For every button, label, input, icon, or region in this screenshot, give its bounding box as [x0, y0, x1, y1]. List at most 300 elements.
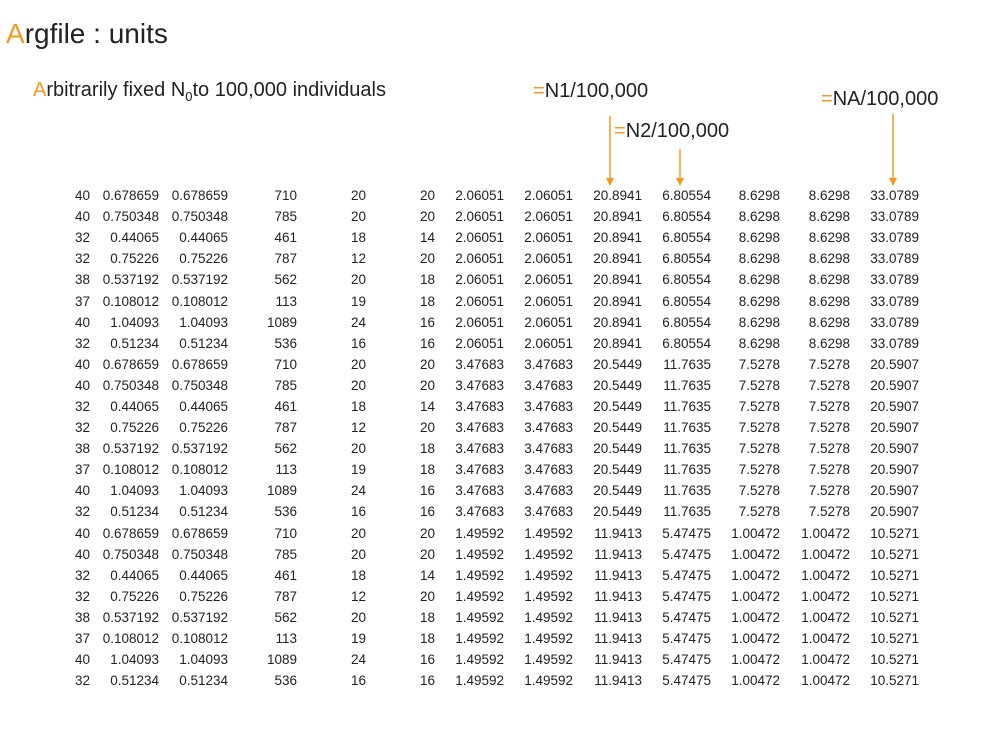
table-row	[40, 480, 919, 501]
table-cell: 20	[419, 420, 435, 436]
table-cell: 1.49592	[524, 588, 573, 604]
table-cell: 38	[74, 441, 90, 457]
table-cell: 0.51234	[110, 673, 159, 689]
table-row	[40, 628, 919, 649]
table-row	[40, 438, 919, 459]
table-cell: 8.6298	[738, 272, 780, 288]
table-cell: 40	[74, 652, 90, 668]
table-cell: 7.5278	[808, 504, 850, 520]
subtitle-text-after: to 100,000 individuals	[192, 79, 386, 101]
table-cell: 40	[74, 356, 90, 372]
table-cell: 2.06051	[524, 251, 573, 267]
table-cell: 5.47475	[662, 525, 711, 541]
table-cell: 16	[350, 673, 366, 689]
table-cell: 113	[275, 462, 297, 478]
table-cell: 0.75226	[110, 420, 159, 436]
table-cell: 20.8941	[593, 209, 642, 225]
table-cell: 20	[419, 356, 435, 372]
table-cell: 1089	[266, 314, 297, 330]
table-cell: 38	[74, 609, 90, 625]
subtitle-subscript: 0	[185, 89, 193, 104]
table-cell: 8.6298	[738, 293, 780, 309]
table-cell: 20.8941	[593, 293, 642, 309]
table-row	[40, 544, 919, 565]
table-cell: 1.04093	[110, 314, 159, 330]
table-cell: 20.5907	[870, 441, 919, 457]
table-cell: 5.47475	[662, 609, 711, 625]
subtitle-text-before: rbitrarily fixed N	[46, 79, 186, 101]
table-cell: 0.678659	[102, 525, 159, 541]
table-cell: 1.00472	[731, 588, 780, 604]
table-cell: 16	[419, 652, 435, 668]
table-cell: 1.00472	[731, 567, 780, 583]
table-row	[40, 206, 919, 227]
table-cell: 1.00472	[731, 631, 780, 647]
table-cell: 18	[419, 272, 435, 288]
table-cell: 5.47475	[662, 631, 711, 647]
annotation-n1-equals: =	[533, 80, 545, 102]
table-cell: 710	[274, 188, 297, 204]
table-cell: 40	[74, 377, 90, 393]
table-cell: 461	[274, 398, 297, 414]
table-cell: 8.6298	[808, 293, 850, 309]
table-body	[40, 185, 919, 691]
table-cell: 14	[419, 398, 435, 414]
table-cell: 40	[74, 546, 90, 562]
table-cell: 7.5278	[738, 441, 780, 457]
table-cell: 1.49592	[455, 546, 504, 562]
table-cell: 461	[274, 230, 297, 246]
table-cell: 20	[419, 377, 435, 393]
table-cell: 2.06051	[455, 293, 504, 309]
table-cell: 3.47683	[524, 377, 573, 393]
title-accent-letter: A	[6, 18, 25, 49]
table-cell: 710	[274, 525, 297, 541]
table-cell: 10.5271	[870, 567, 919, 583]
table-cell: 32	[74, 251, 90, 267]
table-cell: 0.678659	[102, 188, 159, 204]
annotation-n2-equals: =	[614, 120, 626, 142]
table-cell: 2.06051	[524, 230, 573, 246]
table-cell: 11.9413	[594, 673, 642, 689]
table-cell: 6.80554	[662, 251, 711, 267]
table-cell: 0.44065	[110, 398, 159, 414]
table-cell: 0.75226	[179, 251, 228, 267]
table-cell: 710	[274, 356, 297, 372]
table-cell: 7.5278	[738, 377, 780, 393]
table-cell: 24	[350, 483, 366, 499]
table-cell: 20.8941	[593, 230, 642, 246]
table-cell: 0.537192	[102, 272, 159, 288]
table-cell: 20	[350, 441, 366, 457]
table-cell: 1.00472	[801, 546, 850, 562]
table-cell: 1.00472	[801, 652, 850, 668]
table-cell: 40	[74, 525, 90, 541]
table-cell: 20.8941	[593, 314, 642, 330]
table-cell: 3.47683	[524, 420, 573, 436]
table-cell: 1.49592	[455, 588, 504, 604]
table-cell: 113	[275, 631, 297, 647]
table-cell: 787	[274, 588, 297, 604]
table-cell: 8.6298	[808, 272, 850, 288]
table-cell: 11.7635	[663, 462, 711, 478]
table-row	[40, 396, 919, 417]
table-cell: 11.7635	[663, 441, 711, 457]
table-cell: 32	[74, 420, 90, 436]
table-cell: 20.5449	[593, 398, 642, 414]
table-cell: 5.47475	[662, 673, 711, 689]
table-cell: 33.0789	[870, 335, 919, 351]
table-cell: 8.6298	[808, 230, 850, 246]
table-cell: 5.47475	[662, 567, 711, 583]
table-cell: 38	[74, 272, 90, 288]
table-cell: 113	[275, 293, 297, 309]
table-cell: 2.06051	[455, 209, 504, 225]
table-cell: 787	[274, 251, 297, 267]
table-cell: 0.51234	[110, 504, 159, 520]
table-row	[40, 670, 919, 691]
table-cell: 20	[419, 525, 435, 541]
table-cell: 3.47683	[455, 398, 504, 414]
table-cell: 1.49592	[524, 609, 573, 625]
table-cell: 0.537192	[171, 441, 228, 457]
table-cell: 0.75226	[179, 588, 228, 604]
table-cell: 7.5278	[808, 462, 850, 478]
table-cell: 0.678659	[171, 525, 228, 541]
table-cell: 20	[350, 188, 366, 204]
table-cell: 1.49592	[455, 525, 504, 541]
table-cell: 0.75226	[110, 251, 159, 267]
table-cell: 16	[419, 483, 435, 499]
table-cell: 785	[274, 377, 297, 393]
table-cell: 6.80554	[662, 209, 711, 225]
table-cell: 18	[350, 230, 366, 246]
table-cell: 37	[74, 631, 90, 647]
table-cell: 7.5278	[738, 420, 780, 436]
table-cell: 3.47683	[455, 504, 504, 520]
table-cell: 20.5907	[870, 377, 919, 393]
table-cell: 1.00472	[731, 609, 780, 625]
table-cell: 32	[74, 567, 90, 583]
table-cell: 5.47475	[662, 588, 711, 604]
table-cell: 11.7635	[663, 420, 711, 436]
table-cell: 2.06051	[524, 188, 573, 204]
table-cell: 20	[419, 588, 435, 604]
table-cell: 0.750348	[171, 546, 228, 562]
table-cell: 10.5271	[870, 609, 919, 625]
table-cell: 785	[274, 546, 297, 562]
table-cell: 20.5449	[593, 420, 642, 436]
annotation-na-text: NA/100,000	[832, 88, 939, 110]
table-cell: 20.8941	[593, 272, 642, 288]
table-cell: 0.108012	[171, 293, 228, 309]
table-cell: 1.49592	[455, 631, 504, 647]
table-cell: 1.49592	[455, 673, 504, 689]
table-cell: 562	[274, 272, 297, 288]
table-cell: 0.44065	[179, 230, 228, 246]
table-cell: 14	[419, 230, 435, 246]
table-cell: 1.49592	[524, 567, 573, 583]
table-cell: 16	[419, 314, 435, 330]
table-cell: 0.750348	[102, 377, 159, 393]
table-cell: 19	[350, 462, 366, 478]
table-cell: 32	[74, 335, 90, 351]
table-cell: 1.00472	[801, 567, 850, 583]
table-cell: 20	[350, 209, 366, 225]
table-cell: 3.47683	[455, 441, 504, 457]
table-cell: 20.5907	[870, 356, 919, 372]
table-cell: 787	[274, 420, 297, 436]
table-cell: 785	[274, 209, 297, 225]
title-text: rgfile : units	[24, 18, 168, 49]
table-row	[40, 375, 919, 396]
table-cell: 20	[419, 251, 435, 267]
table-cell: 11.7635	[663, 504, 711, 520]
table-cell: 6.80554	[662, 335, 711, 351]
argfile-table	[40, 185, 919, 691]
table-cell: 32	[74, 230, 90, 246]
table-cell: 7.5278	[808, 483, 850, 499]
table-cell: 6.80554	[662, 272, 711, 288]
table-cell: 7.5278	[738, 504, 780, 520]
table-cell: 2.06051	[524, 272, 573, 288]
table-cell: 3.47683	[524, 441, 573, 457]
table-row	[40, 565, 919, 586]
table-cell: 20.5449	[593, 462, 642, 478]
table-cell: 0.750348	[171, 377, 228, 393]
table-cell: 1.00472	[801, 609, 850, 625]
table-cell: 2.06051	[524, 335, 573, 351]
table-cell: 32	[74, 673, 90, 689]
table-cell: 40	[74, 483, 90, 499]
table-cell: 1.00472	[731, 652, 780, 668]
table-cell: 0.537192	[102, 441, 159, 457]
table-cell: 5.47475	[662, 546, 711, 562]
table-cell: 12	[350, 420, 366, 436]
table-cell: 1.00472	[801, 631, 850, 647]
table-row	[40, 248, 919, 269]
table-cell: 0.51234	[179, 673, 228, 689]
table-cell: 536	[274, 673, 297, 689]
table-cell: 20.8941	[593, 188, 642, 204]
table-cell: 20.5907	[870, 398, 919, 414]
table-row	[40, 501, 919, 522]
table-cell: 40	[74, 188, 90, 204]
table-cell: 6.80554	[662, 293, 711, 309]
table-cell: 40	[74, 314, 90, 330]
table-cell: 10.5271	[870, 546, 919, 562]
table-cell: 16	[419, 504, 435, 520]
table-cell: 37	[74, 293, 90, 309]
table-cell: 2.06051	[524, 209, 573, 225]
table-cell: 3.47683	[455, 356, 504, 372]
table-cell: 3.47683	[455, 483, 504, 499]
table-cell: 10.5271	[870, 652, 919, 668]
table-row	[40, 523, 919, 544]
table-row	[40, 290, 919, 311]
table-cell: 11.7635	[663, 356, 711, 372]
table-cell: 562	[274, 609, 297, 625]
table-cell: 0.108012	[102, 631, 159, 647]
table-cell: 16	[350, 504, 366, 520]
table-cell: 0.537192	[102, 609, 159, 625]
table-cell: 20	[350, 525, 366, 541]
table-cell: 0.750348	[102, 209, 159, 225]
table-cell: 0.51234	[179, 335, 228, 351]
table-cell: 3.47683	[524, 483, 573, 499]
table-cell: 33.0789	[870, 209, 919, 225]
table-cell: 536	[274, 504, 297, 520]
table-cell: 7.5278	[808, 420, 850, 436]
table-cell: 2.06051	[524, 314, 573, 330]
table-row	[40, 312, 919, 333]
table-cell: 20.5449	[593, 483, 642, 499]
table-cell: 0.678659	[171, 356, 228, 372]
table-cell: 19	[350, 631, 366, 647]
table-cell: 33.0789	[870, 272, 919, 288]
table-cell: 33.0789	[870, 230, 919, 246]
table-cell: 2.06051	[455, 188, 504, 204]
table-cell: 1.04093	[179, 314, 228, 330]
table-cell: 19	[350, 293, 366, 309]
table-cell: 18	[419, 631, 435, 647]
table-cell: 20.5449	[593, 377, 642, 393]
table-cell: 7.5278	[738, 398, 780, 414]
table-cell: 6.80554	[662, 188, 711, 204]
table-cell: 20.5907	[870, 483, 919, 499]
table-cell: 20	[419, 546, 435, 562]
table-cell: 0.108012	[102, 462, 159, 478]
table-cell: 20.5449	[593, 504, 642, 520]
table-cell: 6.80554	[662, 314, 711, 330]
table-cell: 0.537192	[171, 272, 228, 288]
table-cell: 33.0789	[870, 314, 919, 330]
table-cell: 1.49592	[524, 631, 573, 647]
table-cell: 18	[419, 462, 435, 478]
table-cell: 2.06051	[524, 293, 573, 309]
table-cell: 1.00472	[801, 525, 850, 541]
table-cell: 461	[274, 567, 297, 583]
table-cell: 10.5271	[870, 588, 919, 604]
table-cell: 0.750348	[102, 546, 159, 562]
table-cell: 20	[350, 609, 366, 625]
table-cell: 3.47683	[455, 377, 504, 393]
table-cell: 7.5278	[808, 398, 850, 414]
table-cell: 0.108012	[102, 293, 159, 309]
table-cell: 18	[419, 441, 435, 457]
table-cell: 11.7635	[663, 377, 711, 393]
table-cell: 8.6298	[738, 335, 780, 351]
table-cell: 3.47683	[524, 504, 573, 520]
table-cell: 20.5449	[593, 441, 642, 457]
table-cell: 40	[74, 209, 90, 225]
table-cell: 1.49592	[524, 546, 573, 562]
table-cell: 1.00472	[731, 546, 780, 562]
table-row	[40, 417, 919, 438]
table-cell: 1.00472	[801, 673, 850, 689]
table-cell: 37	[74, 462, 90, 478]
table-cell: 0.44065	[110, 230, 159, 246]
table-cell: 18	[419, 609, 435, 625]
table-cell: 7.5278	[808, 356, 850, 372]
table-cell: 0.108012	[171, 631, 228, 647]
table-cell: 7.5278	[808, 377, 850, 393]
table-row	[40, 185, 919, 206]
table-cell: 8.6298	[738, 188, 780, 204]
table-cell: 32	[74, 398, 90, 414]
table-cell: 32	[74, 588, 90, 604]
table-cell: 7.5278	[738, 462, 780, 478]
table-cell: 12	[350, 251, 366, 267]
table-cell: 11.9413	[594, 652, 642, 668]
table-cell: 33.0789	[870, 251, 919, 267]
table-cell: 33.0789	[870, 188, 919, 204]
table-cell: 1.00472	[801, 588, 850, 604]
table-cell: 2.06051	[455, 314, 504, 330]
table-cell: 20.5907	[870, 462, 919, 478]
table-cell: 1.04093	[110, 652, 159, 668]
table-cell: 3.47683	[455, 420, 504, 436]
table-cell: 8.6298	[808, 314, 850, 330]
table-cell: 2.06051	[455, 251, 504, 267]
table-cell: 1.00472	[731, 525, 780, 541]
table-cell: 10.5271	[870, 673, 919, 689]
table-cell: 33.0789	[870, 293, 919, 309]
table-cell: 14	[419, 567, 435, 583]
table-cell: 16	[350, 335, 366, 351]
table-cell: 20	[419, 188, 435, 204]
table-row	[40, 649, 919, 670]
table-cell: 3.47683	[524, 398, 573, 414]
table-cell: 20.5907	[870, 420, 919, 436]
table-cell: 1.04093	[179, 483, 228, 499]
table-cell: 24	[350, 652, 366, 668]
table-cell: 2.06051	[455, 272, 504, 288]
table-cell: 0.678659	[171, 188, 228, 204]
table-cell: 20.8941	[593, 251, 642, 267]
table-cell: 11.9413	[594, 546, 642, 562]
table-cell: 12	[350, 588, 366, 604]
table-cell: 18	[350, 567, 366, 583]
table-cell: 20	[350, 377, 366, 393]
table-cell: 8.6298	[738, 251, 780, 267]
table-cell: 8.6298	[808, 188, 850, 204]
table-row	[40, 354, 919, 375]
table-cell: 0.44065	[179, 398, 228, 414]
table-row	[40, 459, 919, 480]
table-cell: 11.9413	[594, 588, 642, 604]
table-cell: 1.49592	[524, 673, 573, 689]
table-cell: 10.5271	[870, 631, 919, 647]
table-cell: 11.9413	[594, 609, 642, 625]
table-cell: 20.8941	[593, 335, 642, 351]
annotation-n1-text: N1/100,000	[544, 80, 649, 102]
table-cell: 1.00472	[731, 673, 780, 689]
table-row	[40, 333, 919, 354]
table-cell: 1089	[266, 652, 297, 668]
table-cell: 2.06051	[455, 335, 504, 351]
table-cell: 536	[274, 335, 297, 351]
table-cell: 20.5449	[593, 356, 642, 372]
table-cell: 0.44065	[179, 567, 228, 583]
table-row	[40, 227, 919, 248]
table-cell: 8.6298	[738, 230, 780, 246]
table-cell: 8.6298	[808, 209, 850, 225]
table-cell: 11.7635	[663, 483, 711, 499]
table-cell: 0.75226	[110, 588, 159, 604]
table-cell: 0.537192	[171, 609, 228, 625]
table-cell: 2.06051	[455, 230, 504, 246]
